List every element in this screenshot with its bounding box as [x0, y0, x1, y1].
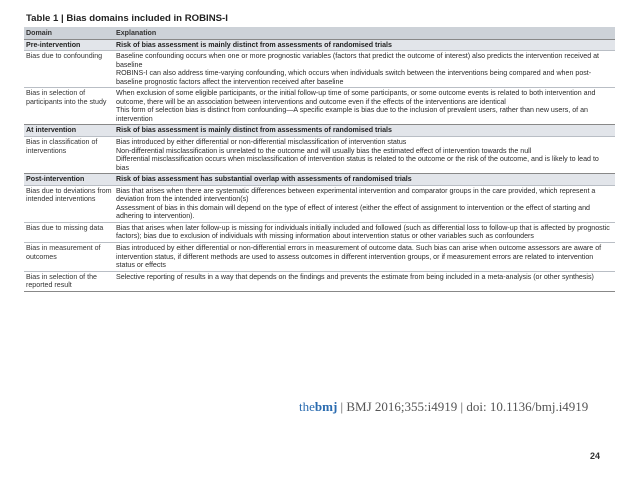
citation-text: | BMJ 2016;355:i4919 | doi: 10.1136/bmj.i4919	[337, 399, 589, 414]
explanation-line: This form of selection bias is distinct from confounding—A specific example is bias due to the inclusion of prevalent users, rather than new users, of an intervention	[116, 106, 588, 123]
explanation-line: Baseline confounding occurs when one or more prognostic variables (factors that predict the outcome of interest) also predicts the intervention received at baseline	[116, 52, 600, 69]
explanation-line: Bias introduced by either differential or non-differential misclassification of intervention status	[116, 138, 407, 147]
domain-cell: Bias due to confounding	[24, 51, 114, 88]
column-header-domain: Domain	[24, 27, 114, 39]
explanation-line: Non-differential misclassification is unrelated to the outcome and will usually bias the estimated effect of intervention towards the null	[116, 146, 532, 155]
table-row	[24, 243, 615, 272]
section-name: Pre-intervention	[24, 39, 114, 51]
explanation-cell	[114, 51, 615, 88]
section-row-post-intervention	[24, 174, 615, 186]
section-row-pre-intervention	[24, 39, 615, 51]
table-row	[24, 137, 615, 174]
column-header-explanation: Explanation	[114, 27, 615, 39]
section-summary: Risk of bias assessment is mainly distinct from assessments of randomised trials	[114, 125, 615, 137]
brand-logo-bmj: bmj	[314, 399, 338, 414]
section-name: At intervention	[24, 125, 114, 137]
section-summary: Risk of bias assessment has substantial overlap with assessments of randomised trials	[114, 174, 615, 186]
explanation-line: ROBINS-I can also address time-varying confounding, which occurs when individuals switch between the interventions being compared and when post-baseline prognostic factors affect the intervention received after baseline	[116, 69, 592, 86]
domain-cell: Bias in selection of participants into the study	[24, 88, 114, 125]
explanation-line: Bias that arises when later follow-up is missing for individuals initially included and followed (such as differential loss to follow-up that is affected by prognostic factors); bias due to exclusion of individuals with missing information about intervention status or other variables such as confounders	[116, 223, 610, 241]
explanation-cell	[114, 271, 615, 291]
table-row	[24, 222, 615, 242]
domain-cell: Bias in selection of the reported result	[24, 271, 114, 291]
section-row-at-intervention	[24, 125, 615, 137]
journal-citation	[299, 399, 588, 415]
section-name: Post-intervention	[24, 174, 114, 186]
explanation-cell	[114, 88, 615, 125]
domain-cell: Bias due to missing data	[24, 222, 114, 242]
explanation-cell	[114, 137, 615, 174]
domain-cell: Bias in measurement of outcomes	[24, 243, 114, 272]
table-row	[24, 88, 615, 125]
table-row	[24, 185, 615, 222]
explanation-cell	[114, 243, 615, 272]
domain-cell: Bias due to deviations from intended interventions	[24, 185, 114, 222]
explanation-line: When exclusion of some eligible participants, or the initial follow-up time of some participants, or some outcome events is related to both intervention and outcome, there will be an association between interventions and outcome even if the effects of the interventions are identical	[116, 89, 596, 106]
explanation-cell	[114, 185, 615, 222]
table-row	[24, 51, 615, 88]
table-row	[24, 271, 615, 291]
table-header-row	[24, 27, 615, 39]
document-page	[24, 13, 615, 292]
explanation-cell	[114, 222, 615, 242]
brand-logo-the: the	[299, 399, 315, 414]
explanation-line: Differential misclassification occurs when misclassification of intervention status is related to the outcome or the risk of the outcome, and is likely to lead to bias	[116, 155, 599, 172]
explanation-line: Bias introduced by either differential or non-differential errors in measurement of outcome data. Such bias can arise when outcome assessors are aware of intervention status, if different methods are used to assess outcomes in different intervention groups, or if measurement errors are related to intervention status or effects	[116, 244, 602, 270]
domain-cell: Bias in classification of interventions	[24, 137, 114, 174]
explanation-line: Bias that arises when there are systematic differences between experimental intervention and comparator groups in the care provided, which represent a deviation from the intended intervention(s)	[116, 186, 596, 204]
page-number: 24	[590, 451, 601, 461]
explanation-line: Selective reporting of results in a way that depends on the findings and prevents the estimate from being included in a meta-analysis (or other synthesis)	[116, 272, 594, 281]
section-summary: Risk of bias assessment is mainly distinct from assessments of randomised trials	[114, 39, 615, 51]
explanation-line: Assessment of bias in this domain will depend on the type of effect of interest (either the effect of assignment to intervention or the effect of starting and adhering to intervention).	[116, 203, 590, 221]
bias-domains-table	[24, 27, 615, 292]
table-title: Table 1 | Bias domains included in ROBINS-I	[26, 13, 228, 24]
